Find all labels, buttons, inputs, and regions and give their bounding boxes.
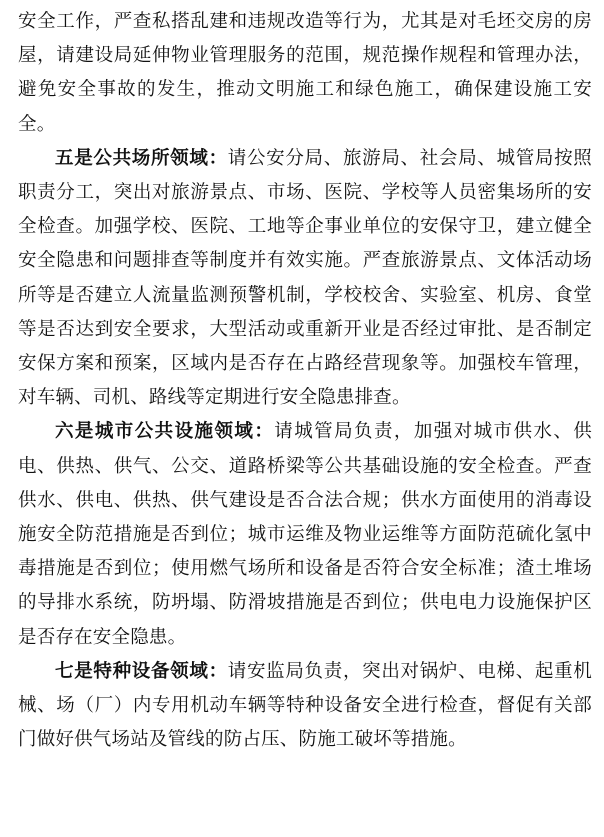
paragraph-public-places	[18, 142, 592, 416]
paragraph-public-facilities	[18, 415, 592, 654]
paragraph-2-heading: 五是公共场所领域：	[55, 147, 228, 169]
paragraph-1-text: 安全工作，严查私搭乱建和违规改造等行为，尤其是对毛坯交房的房屋，请建设局延伸物业管理服务的范围，规范操作规程和管理办法，避免安全事故的发生，推动文明施工和绿色施工，确保建设施工安全。	[18, 11, 592, 135]
paragraph-4-text: 请安监局负责，突出对锅炉、电梯、起重机械、场（厂）内专用机动车辆等特种设备安全进行检查，督促有关部门做好供气场站及管线的防占压、防施工破坏等措施。	[18, 660, 592, 751]
paragraph-continuation	[18, 5, 592, 142]
paragraph-special-equipment	[18, 655, 592, 758]
paragraph-4-heading: 七是特种设备领域：	[55, 660, 228, 682]
paragraph-3-text: 请城管局负责，加强对城市供水、供电、供热、供气、公交、道路桥梁等公共基础设施的安全检查。严查供水、供电、供热、供气建设是否合法合规；供水方面使用的消毒设施安全防范措施是否到位；城市运维及物业运维等方面防范硫化氢中毒措施是否到位；使用燃气场所和设备是否符合安全标准；渣土堆场的导排水系统，防坍塌、防滑坡措施是否到位；供电电力设施保护区是否存在安全隐患。	[18, 421, 592, 648]
paragraph-3-heading: 六是城市公共设施领域：	[55, 421, 275, 443]
paragraph-2-text: 请公安分局、旅游局、社会局、城管局按照职责分工，突出对旅游景点、市场、医院、学校等人员密集场所的安全检查。加强学校、医院、工地等企事业单位的安保守卫，建立健全安全隐患和问题排查等制度并有效实施。严查旅游景点、文体活动场所等是否建立人流量监测预警机制，学校校舍、实验室、机房、食堂等是否达到安全要求，大型活动或重新开业是否经过审批、是否制定安保方案和预案，区域内是否存在占路经营现象等。加强校车管理，对车辆、司机、路线等定期进行安全隐患排查。	[18, 147, 592, 409]
